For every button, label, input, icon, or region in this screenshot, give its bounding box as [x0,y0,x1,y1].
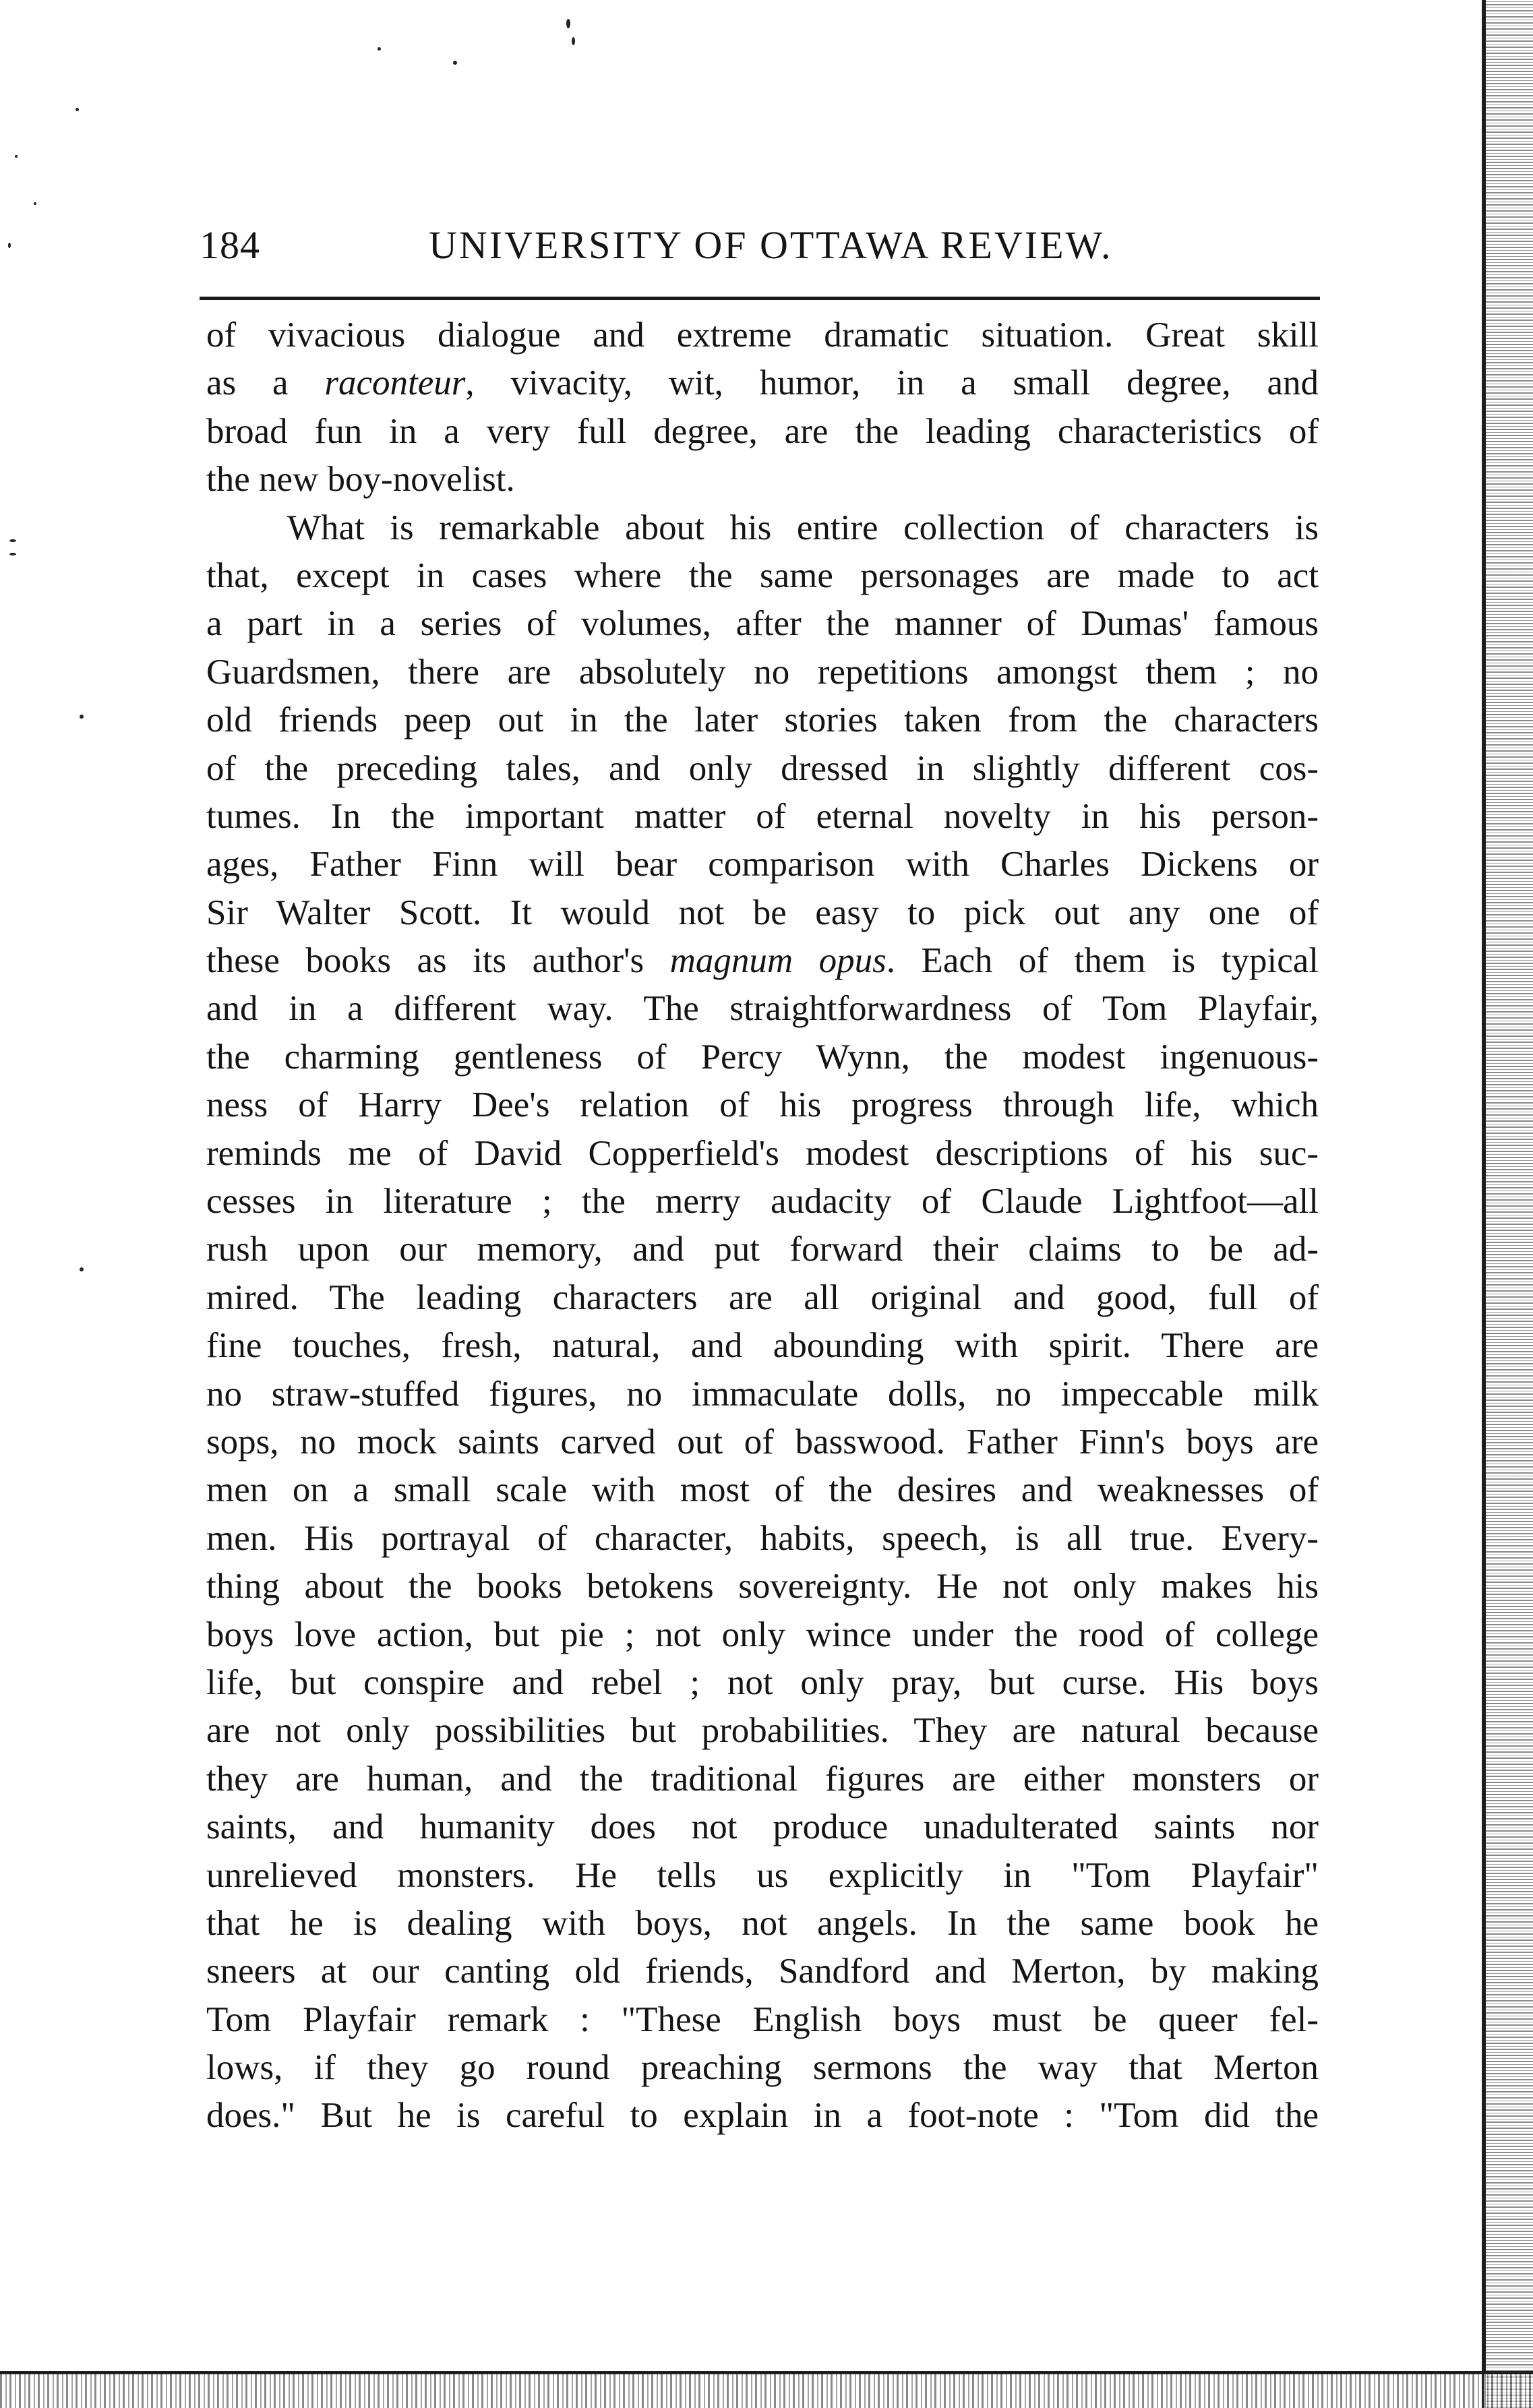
scan-speck [378,47,381,51]
text-fragment: . Each of them is typical [886,941,1319,981]
text-line: Sir Walter Scott. It would not be easy to pick out any one of [206,893,1319,932]
text-line: boys love action, but pie ; not only wince under the rood of college [206,1615,1319,1654]
text-fragment: as a [206,363,325,403]
text-line: a part in a series of volumes, after the manner of Dumas' famous [206,604,1319,644]
text-fragment: , vivacity, wit, humor, in a small degree, and [465,363,1319,403]
text-line [206,359,1319,407]
text-line: old friends peep out in the later stories taken from the characters [206,700,1319,740]
text-line: reminds me of David Copperfield's modest descriptions of his suc- [206,1133,1319,1173]
text-line: no straw-stuffed figures, no immaculate dolls, no impeccable milk [206,1374,1319,1414]
scan-speck [80,715,84,719]
scan-speck [566,19,570,28]
page-number: 184 [200,223,260,267]
text-line: mired. The leading characters are all original and good, full of [206,1277,1319,1317]
text-line: men. His portrayal of character, habits, speech, is all true. Every- [206,1518,1319,1558]
text-line: broad fun in a very full degree, are the leading characteristics of [206,411,1319,451]
scan-speck [9,553,16,555]
italic-term: raconteur [324,363,466,403]
page-edge-bottom [0,2374,1533,2408]
running-title: UNIVERSITY OF OTTAWA REVIEW. [429,223,1113,267]
scan-speck [15,155,18,158]
text-line: and in a different way. The straightforwardness of Tom Playfair, [206,989,1319,1029]
scan-speck [34,202,36,205]
scan-speck [453,61,457,65]
italic-term: magnum opus [669,941,886,981]
page-edge-right [1486,0,1533,2408]
text-line: the new boy-novelist. [206,460,515,500]
text-fragment: these books as its author's [206,941,670,981]
text-line: thing about the books betokens sovereignty. He not only makes his [206,1567,1319,1606]
scan-speck [9,539,16,542]
text-line: they are human, and the traditional figures are either monsters or [206,1759,1319,1799]
header-rule [200,297,1320,300]
text-line [206,937,1319,985]
text-line: sneers at our canting old friends, Sandford and Merton, by making [206,1952,1319,1991]
text-line: unrelieved monsters. He tells us explicitly in "Tom Playfair" [206,1855,1319,1895]
text-line: rush upon our memory, and put forward their claims to be ad- [206,1230,1319,1269]
text-line: cesses in literature ; the merry audacity of Claude Lightfoot—all [206,1182,1319,1222]
text-line: What is remarkable about his entire collection of characters is [287,508,1319,547]
text-line: saints, and humanity does not produce unadulterated saints nor [206,1807,1319,1847]
page-edge-right-line [1482,0,1486,2408]
text-line: of the preceding tales, and only dressed in slightly different cos- [206,748,1319,788]
text-line: that he is dealing with boys, not angels. In the same book he [206,1903,1319,1943]
scan-speck [572,37,575,45]
text-line: Tom Playfair remark : "These English boys must be queer fel- [206,1999,1319,2039]
scan-speck [76,108,79,111]
text-line: are not only possibilities but probabilities. They are natural because [206,1711,1319,1751]
page-header [200,216,1319,276]
text-line: ness of Harry Dee's relation of his progress through life, which [206,1085,1319,1125]
body-text [206,311,1319,2140]
text-line: Guardsmen, there are absolutely no repetitions amongst them ; no [206,652,1319,692]
scan-speck [8,243,11,248]
text-line: fine touches, fresh, natural, and abounding with spirit. There are [206,1326,1319,1366]
page-edge-bottom-line [0,2371,1533,2374]
text-line: men on a small scale with most of the desires and weaknesses of [206,1470,1319,1510]
text-line: that, except in cases where the same personages are made to act [206,555,1319,595]
text-line: of vivacious dialogue and extreme dramatic situation. Great skill [206,315,1319,355]
text-line: lows, if they go round preaching sermons the way that Merton [206,2048,1319,2088]
text-line: sops, no mock saints carved out of basswood. Father Finn's boys are [206,1422,1319,1462]
text-line: ages, Father Finn will bear comparison with Charles Dickens or [206,845,1319,884]
text-line: life, but conspire and rebel ; not only pray, but curse. His boys [206,1662,1319,1702]
text-line: the charming gentleness of Percy Wynn, the modest ingenuous- [206,1037,1319,1077]
scan-speck [80,1267,84,1271]
text-line: does." But he is careful to explain in a foot-note : "Tom did the [206,2096,1319,2136]
text-line: tumes. In the important matter of eternal novelty in his person- [206,796,1319,836]
